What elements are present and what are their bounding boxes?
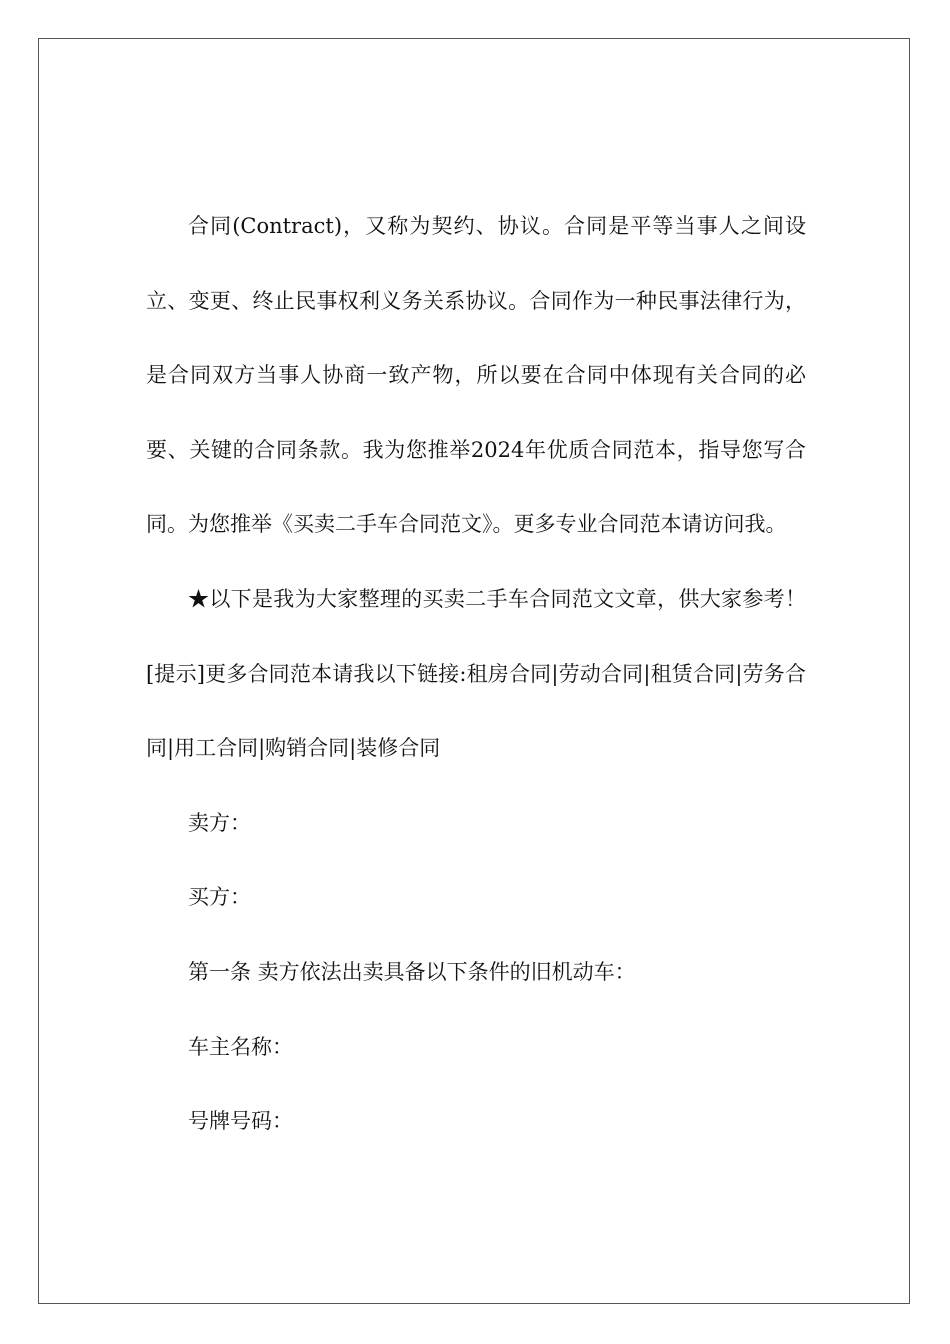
plate-number-line: 号牌号码： (188, 1109, 293, 1134)
owner-name-line: 车主名称： (188, 1034, 293, 1059)
buyer-line: 买方： (188, 885, 251, 910)
article-one-line: 第一条 卖方依法出卖具备以下条件的旧机动车： (188, 959, 636, 984)
intro-paragraph: 合同(Contract)，又称为契约、协议。合同是平等当事人之间设立、变更、终止民事权利义务关系协议。合同作为一种民事法律行为，是合同双方当事人协商一致产物，所以要在合同中体现有关合同的必要、关键的合同条款。我为您推举2024年优质合同范本，指导您写合同。为您推举《买卖二手车合同范文》。更多专业合同范本请访问我。 (146, 214, 806, 537)
seller-line: 卖方： (188, 810, 251, 835)
notice-paragraph: ★以下是我为大家整理的买卖二手车合同范文文章，供大家参考！[提示]更多合同范本请我以下链接:租房合同|劳动合同|租赁合同|劳务合同|用工合同|购销合同|装修合同 (146, 586, 806, 761)
document-body (146, 189, 806, 1159)
